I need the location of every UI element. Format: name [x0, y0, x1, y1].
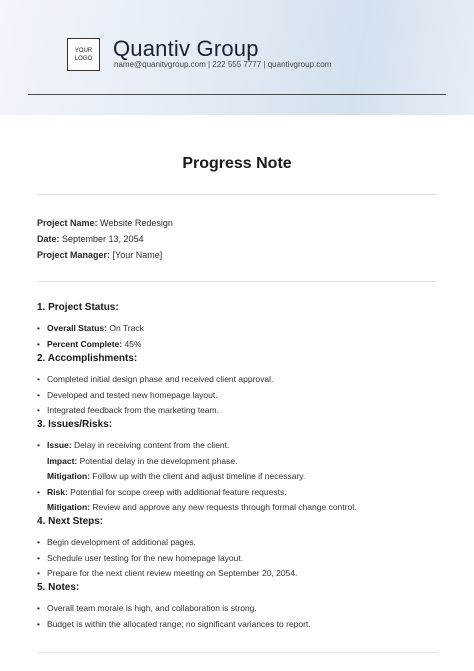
meta-value: September 13, 2054 [59, 234, 144, 244]
bullet: • [37, 374, 40, 384]
list-item [37, 553, 243, 563]
section-heading-accomplishments: 2. Accomplishments: [37, 353, 138, 364]
meta-project-name [37, 218, 173, 228]
header-divider [28, 94, 446, 95]
bullet: • [37, 487, 40, 497]
item-text: Begin development of additional pages. [47, 537, 196, 547]
list-item [37, 405, 219, 415]
item-label: Mitigation: [47, 471, 90, 481]
list-item [37, 440, 229, 450]
section-heading-next-steps: 4. Next Steps: [37, 516, 104, 527]
bullet: • [37, 568, 40, 578]
item-text: Budget is within the allocated range; no significant variances to report. [47, 619, 311, 629]
item-text: Completed initial design phase and received client approval. [47, 374, 274, 384]
item-value: Potential for scope creep with additional feature requests. [67, 487, 287, 497]
section-heading-notes: 5. Notes: [37, 582, 80, 593]
contact-email: name@quanitvgroup.com [114, 60, 206, 69]
item-label: Issue: [47, 440, 72, 450]
bullet: • [37, 553, 40, 563]
sub-item [47, 471, 305, 481]
item-text: Prepare for the next client review meeting on September 20, 2054. [47, 568, 298, 578]
bullet: • [37, 440, 40, 450]
item-value: Follow up with the client and adjust timeline if necessary. [89, 471, 306, 481]
list-item [37, 487, 287, 497]
logo-placeholder [67, 38, 100, 71]
item-value: Delay in receiving content from the client. [71, 440, 230, 450]
sub-item [47, 456, 237, 466]
divider [37, 281, 437, 282]
letterhead [0, 0, 474, 115]
item-label: Impact: [47, 456, 78, 466]
list-item [37, 374, 273, 384]
meta-date [37, 234, 144, 244]
company-name: Quantiv Group [113, 36, 259, 61]
section-heading-status: 1. Project Status: [37, 302, 119, 313]
list-item [37, 390, 218, 400]
divider [37, 652, 437, 653]
item-value: Review and approve any new requests through formal change control. [89, 502, 357, 512]
meta-manager [37, 250, 162, 260]
sub-item [47, 502, 356, 512]
bullet: • [37, 339, 40, 349]
bullet: • [37, 405, 40, 415]
item-value: 45% [122, 339, 142, 349]
contact-separator: | [261, 60, 268, 69]
item-value: On Track [107, 323, 144, 333]
logo-text-line1: YOUR [74, 47, 93, 54]
list-item [37, 537, 196, 547]
bullet: • [37, 390, 40, 400]
bullet: • [37, 323, 40, 333]
list-item [37, 339, 141, 349]
item-text: Schedule user testing for the new homepage layout. [47, 553, 244, 563]
item-text: Developed and tested new homepage layout. [47, 390, 218, 400]
meta-label: Project Manager: [37, 250, 111, 260]
document-title: Progress Note [182, 155, 292, 172]
meta-label: Date: [37, 234, 60, 244]
bullet: • [37, 619, 40, 629]
list-item [37, 568, 297, 578]
meta-value: Website Redesign [97, 218, 173, 228]
logo-text-line2: LOGO [74, 55, 93, 62]
meta-label: Project Name: [37, 218, 98, 228]
item-text: Integrated feedback from the marketing team. [47, 405, 219, 415]
item-label: Mitigation: [47, 502, 90, 512]
meta-value: [Your Name] [110, 250, 163, 260]
contact-separator: | [205, 60, 213, 69]
divider [37, 194, 437, 195]
contact-website: quantivgroup.com [267, 60, 332, 69]
list-item [37, 603, 257, 613]
item-label: Percent Complete: [47, 339, 123, 349]
item-label: Overall Status: [47, 323, 107, 333]
bullet: • [37, 603, 40, 613]
item-label: Risk: [47, 487, 68, 497]
contact-phone: 222 555 7777 [212, 60, 262, 69]
section-heading-issues: 3. Issues/Risks: [37, 419, 113, 430]
item-value: Potential delay in the development phase. [77, 456, 238, 466]
contact-line [114, 60, 331, 69]
bullet: • [37, 537, 40, 547]
item-text: Overall team morale is high, and collaboration is strong. [47, 603, 257, 613]
list-item [37, 619, 311, 629]
list-item [37, 323, 144, 333]
